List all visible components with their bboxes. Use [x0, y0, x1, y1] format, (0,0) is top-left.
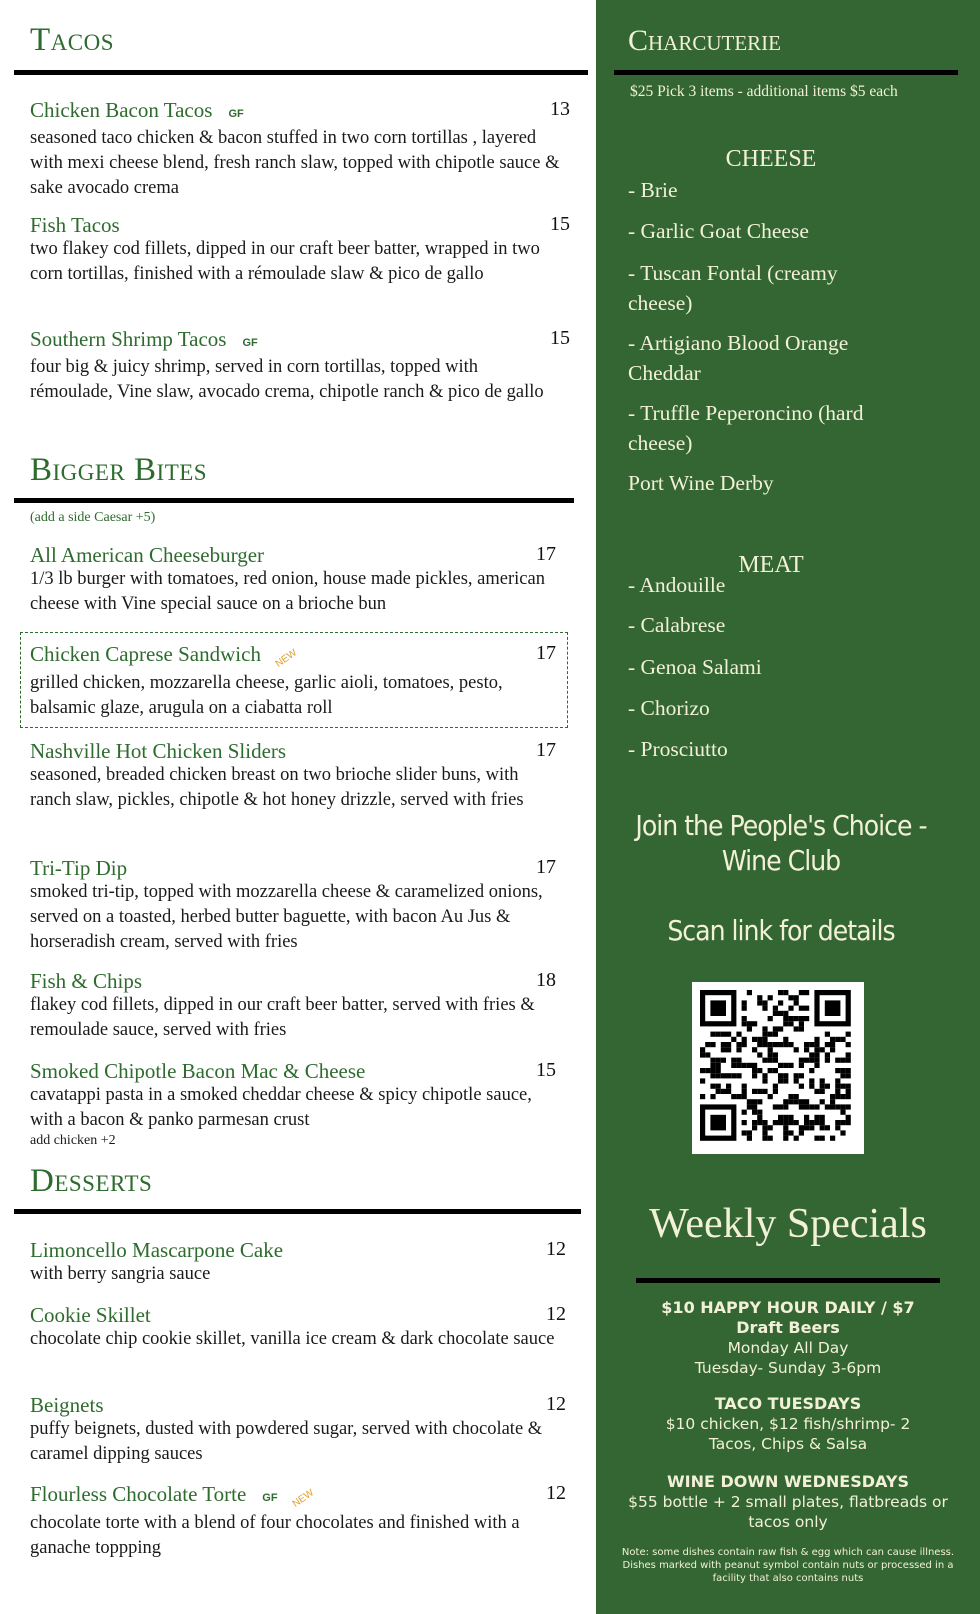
item-price: 12 — [546, 1393, 566, 1415]
menu-item — [30, 213, 570, 287]
special-title: WINE DOWN WEDNESDAYS — [667, 1472, 909, 1491]
item-name: Southern Shrimp Tacos — [30, 327, 227, 351]
item-addon: add chicken +2 — [30, 1133, 116, 1148]
item-price: 17 — [536, 739, 556, 761]
item-price: 12 — [546, 1482, 566, 1504]
item-name: Tri-Tip Dip — [30, 856, 128, 880]
item-description: seasoned taco chicken & bacon stuffed in two corn tortillas , layered with mexi cheese blend, fresh ranch slaw, topped with chipotle sauce & sake avocado crema — [30, 128, 560, 198]
menu-item — [30, 739, 570, 813]
special-taco-tuesdays — [596, 1394, 980, 1454]
item-price: 18 — [536, 969, 556, 991]
item-description: with berry sangria sauce — [30, 1264, 211, 1284]
new-badge: NEW — [290, 1487, 316, 1510]
menu-item — [30, 1482, 570, 1561]
item-description: cavatappi pasta in a smoked cheddar cheese & spicy chipotle sauce, with a bacon & panko parmesan crust — [30, 1085, 532, 1130]
item-price: 17 — [536, 642, 556, 664]
special-line: $55 bottle + 2 small plates, flatbreads or tacos only — [628, 1493, 948, 1531]
meat-heading: MEAT — [738, 552, 804, 578]
gf-tag: GF — [228, 108, 244, 120]
item-price: 17 — [536, 856, 556, 878]
item-price: 15 — [550, 327, 570, 349]
item-name: Chicken Caprese Sandwich — [30, 642, 261, 666]
item-description: smoked tri-tip, topped with mozzarella cheese & caramelized onions, served on a toasted, herbed butter baguette, with bacon Au Jus & horseradish cream, served with fries — [30, 882, 543, 952]
qr-code[interactable] — [692, 982, 864, 1154]
item-description: grilled chicken, mozzarella cheese, garlic aioli, tomatoes, pesto, balsamic glaze, arugula on a ciabatta roll — [30, 673, 503, 718]
menu-item — [30, 642, 570, 721]
item-description: flakey cod fillets, dipped in our craft beer batter, served with fries & remoulade sauce, served with fries — [30, 995, 535, 1040]
special-line: $10 chicken, $12 fish/shrimp- 2 Tacos, Chips & Salsa — [665, 1415, 911, 1453]
cheese-item: Port Wine Derby — [628, 471, 774, 495]
section-divider — [636, 1278, 940, 1283]
section-title-charcuterie: Charcuterie — [628, 24, 782, 57]
item-description: chocolate chip cookie skillet, vanilla ice cream & dark chocolate sauce — [30, 1329, 555, 1349]
section-title-bigger-bites: Bigger Bites — [30, 452, 208, 488]
menu-item — [30, 1303, 570, 1352]
meat-item: - Chorizo — [628, 696, 710, 720]
menu-item — [30, 969, 570, 1043]
item-name: All American Cheeseburger — [30, 543, 265, 567]
section-divider — [14, 70, 588, 75]
gf-tag: GF — [262, 1492, 278, 1504]
section-divider — [14, 498, 574, 503]
new-badge: NEW — [273, 647, 300, 670]
qr-code-graphic — [692, 982, 864, 1154]
charcuterie-pricing: $25 Pick 3 items - additional items $5 each — [630, 83, 898, 100]
cheese-heading: CHEESE — [725, 146, 817, 172]
item-name: Nashville Hot Chicken Sliders — [30, 739, 287, 763]
wine-club-scan-text: Scan link for details — [667, 914, 895, 947]
special-title: $10 HAPPY HOUR DAILY / $7 Draft Beers — [661, 1298, 915, 1337]
item-price: 17 — [536, 543, 556, 565]
item-price: 13 — [550, 98, 570, 120]
special-wine-down — [596, 1472, 980, 1532]
menu-item — [30, 1238, 570, 1287]
item-name: Limoncello Mascarpone Cake — [30, 1238, 284, 1262]
special-happy-hour — [596, 1298, 980, 1378]
item-description: seasoned, breaded chicken breast on two brioche slider buns, with ranch slaw, pickles, chipotle & hot honey drizzle, served with fries — [30, 765, 524, 810]
item-price: 12 — [546, 1238, 566, 1260]
special-line: Monday All Day — [727, 1339, 849, 1357]
wine-club-line1: Join the People's Choice - — [635, 809, 927, 842]
menu-item — [30, 543, 570, 617]
menu-item — [30, 98, 570, 201]
wine-club-line2: Wine Club — [721, 844, 841, 877]
section-divider — [614, 70, 958, 75]
cheese-item: - Truffle Peperoncino (hard cheese) — [628, 401, 864, 455]
cheese-item: - Brie — [628, 178, 678, 202]
meat-item: - Calabrese — [628, 613, 726, 637]
weekly-specials-title: Weekly Specials — [649, 1201, 927, 1247]
item-name: Beignets — [30, 1393, 104, 1417]
item-name: Fish & Chips — [30, 969, 143, 993]
section-title-desserts: Desserts — [30, 1163, 153, 1199]
item-price: 12 — [546, 1303, 566, 1325]
meat-item: - Andouille — [628, 573, 726, 597]
item-name: Fish Tacos — [30, 213, 120, 237]
meat-item: - Prosciutto — [628, 737, 728, 761]
special-line: Tuesday- Sunday 3-6pm — [694, 1359, 882, 1377]
special-title: TACO TUESDAYS — [714, 1394, 862, 1413]
item-name: Smoked Chipotle Bacon Mac & Cheese — [30, 1059, 366, 1083]
item-description: 1/3 lb burger with tomatoes, red onion, house made pickles, american cheese with Vine special sauce on a brioche bun — [30, 569, 545, 614]
section-title-tacos: Tacos — [30, 22, 115, 58]
side-note: (add a side Caesar +5) — [30, 510, 156, 525]
item-description: two flakey cod fillets, dipped in our craft beer batter, wrapped in two corn tortillas, finished with a rémoulade slaw & pico de gallo — [30, 239, 540, 284]
meat-item: - Genoa Salami — [628, 655, 762, 679]
item-name: Flourless Chocolate Torte — [30, 1482, 247, 1506]
cheese-item: - Garlic Goat Cheese — [628, 219, 809, 243]
item-name: Cookie Skillet — [30, 1303, 151, 1327]
item-price: 15 — [550, 213, 570, 235]
item-description: four big & juicy shrimp, served in corn tortillas, topped with rémoulade, Vine slaw, avocado crema, chipotle ranch & pico de gallo — [30, 357, 544, 402]
menu-item — [30, 1393, 570, 1467]
menu-item — [30, 856, 570, 955]
gf-tag: GF — [242, 337, 258, 349]
menu-right-panel — [596, 0, 980, 1614]
item-price: 15 — [536, 1059, 556, 1081]
item-description: chocolate torte with a blend of four chocolates and finished with a ganache toppping — [30, 1513, 520, 1558]
menu-item — [30, 1059, 570, 1149]
cheese-item: - Artigiano Blood Orange Cheddar — [628, 331, 849, 385]
section-divider — [14, 1209, 581, 1214]
cheese-item: - Tuscan Fontal (creamy cheese) — [628, 261, 838, 315]
item-name: Chicken Bacon Tacos — [30, 98, 213, 122]
item-description: puffy beignets, dusted with powdered sugar, served with chocolate & caramel dipping sauces — [30, 1419, 543, 1464]
allergy-disclaimer: Note: some dishes contain raw fish & egg which can cause illness. Dishes marked with peanut symbol contain nuts or processed in a facility that also contains nuts — [621, 1547, 955, 1584]
menu-item — [30, 327, 570, 405]
